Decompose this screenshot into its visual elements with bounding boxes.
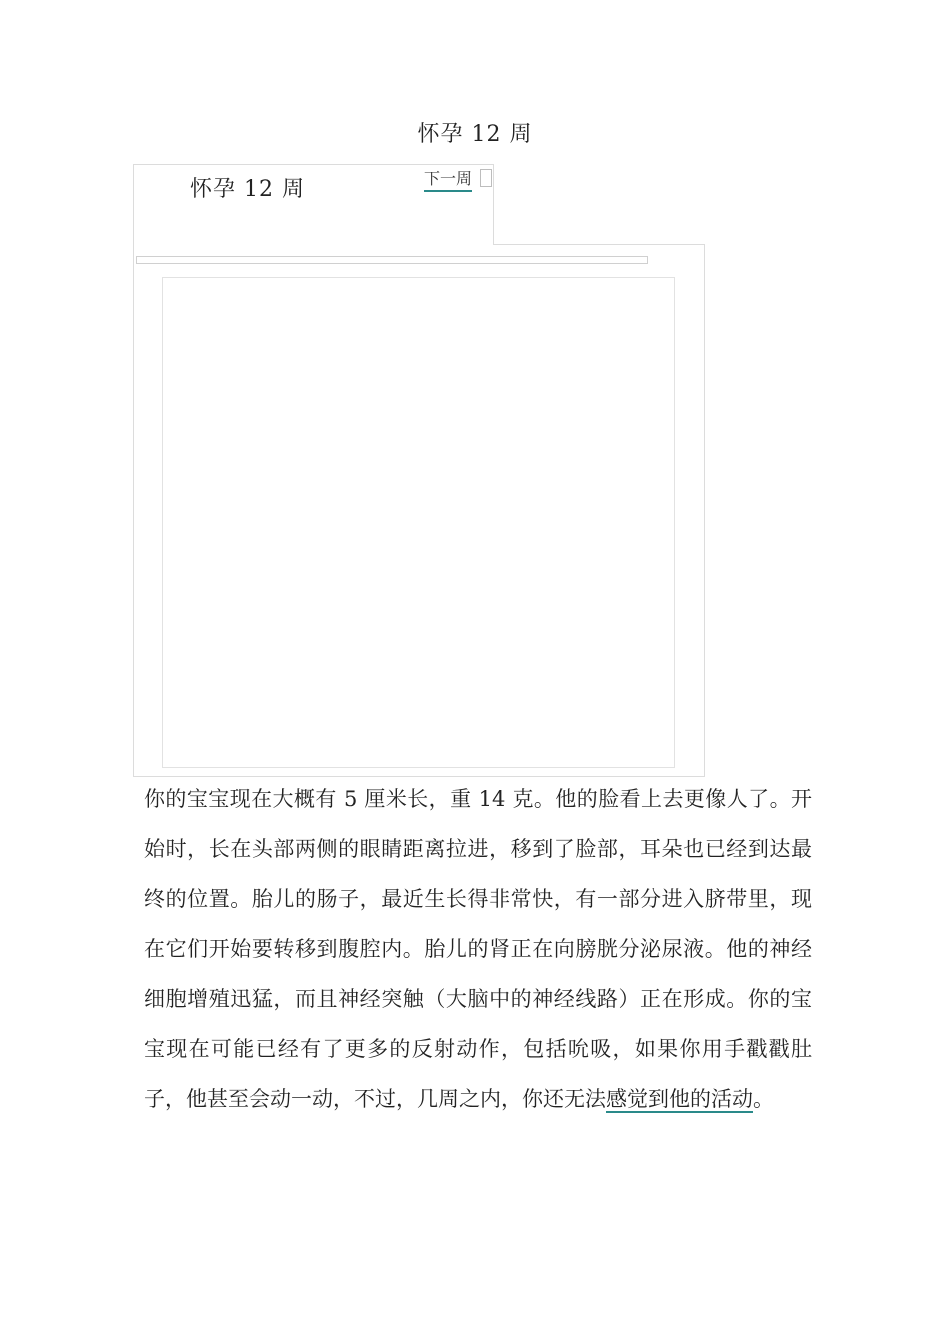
article-text: 你的宝宝现在大概有 5 厘米长，重 14 克。他的脸看上去更像人了。开始时，长在头部两侧的眼睛距离拉进，移到了脸部，耳朵也已经到达最终的位置。胎儿的肠子，最近生长得非常快，有一部分进入脐带里，现在它们开始要转移到腹腔内。胎儿的肾正在向膀胱分泌尿液。他的神经细胞增殖迅猛，而且神经突触（大脑中的神经线路）正在形成。你的宝宝现在可能已经有了更多的反射动作，包括吮吸，如果你用手戳戳肚子，他甚至会动一动，不过，几周之内，你还无法 bbox=[144, 787, 812, 1111]
article-text-end: 。 bbox=[753, 1087, 774, 1111]
article-link[interactable]: 感觉到他的活动 bbox=[606, 1087, 753, 1111]
document-title: 怀孕 12 周 bbox=[417, 122, 533, 147]
article-paragraph bbox=[144, 774, 812, 1124]
next-week-icon[interactable] bbox=[480, 169, 492, 187]
fetus-image-placeholder bbox=[162, 277, 675, 768]
loading-progress-bar bbox=[136, 256, 648, 264]
next-week-link[interactable]: 下一周 bbox=[424, 168, 472, 192]
card-title: 怀孕 12 周 bbox=[190, 177, 305, 202]
